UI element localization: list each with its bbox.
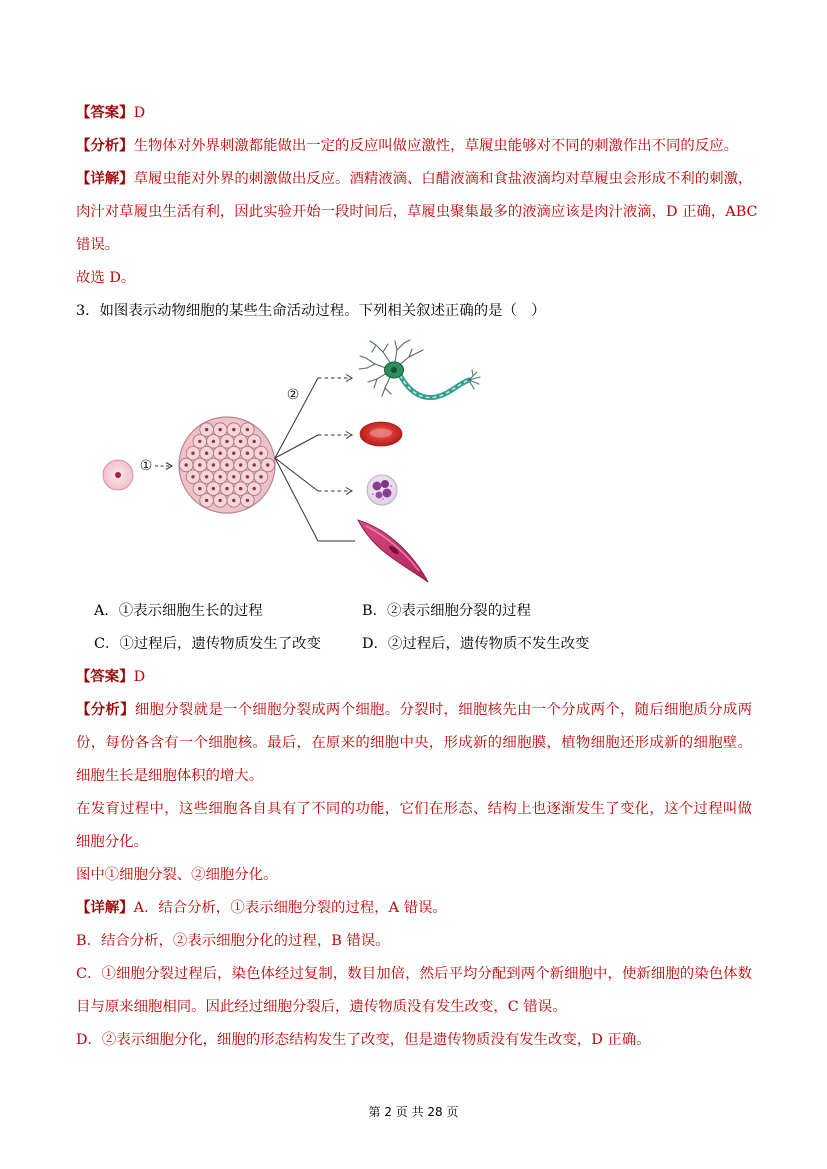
answer-line bbox=[76, 661, 752, 694]
analysis-line: 份，每份各含有一个细胞核。最后，在原来的细胞中央，形成新的细胞膜，植物细胞还形成新的细胞壁。 bbox=[76, 735, 752, 751]
muscle-cell-icon bbox=[358, 520, 428, 582]
cluster-cell-nucleus bbox=[185, 463, 188, 466]
cluster-cell-nucleus bbox=[219, 452, 222, 455]
cluster-cell-nucleus bbox=[225, 463, 228, 466]
q2-solution bbox=[76, 97, 758, 295]
answer-line bbox=[76, 97, 752, 130]
answer-value: D bbox=[133, 105, 146, 121]
detail-text: A．结合分析，①表示细胞分裂的过程，A 错误。 bbox=[133, 900, 447, 916]
white-blood-cell-icon bbox=[367, 475, 397, 505]
analysis-line: 细胞生长是细胞体积的增大。 bbox=[76, 768, 264, 784]
cluster-cell-nucleus bbox=[232, 499, 235, 502]
detail-line: 目与原来细胞相同。因此经过细胞分裂后，遗传物质没有发生改变，C 错误。 bbox=[76, 999, 567, 1015]
cluster-cell-nucleus bbox=[205, 428, 208, 431]
cluster-cell-nucleus bbox=[259, 452, 262, 455]
cluster-cell-nucleus bbox=[212, 487, 215, 490]
cluster-cell-nucleus bbox=[246, 499, 249, 502]
analysis-line bbox=[76, 130, 752, 163]
cluster-cell-nucleus bbox=[239, 463, 242, 466]
process-1-label: ① bbox=[139, 458, 153, 474]
conclusion-line: 故选 D。 bbox=[76, 270, 136, 286]
analysis-line: 细胞分化。 bbox=[76, 834, 148, 850]
cluster-cell-nucleus bbox=[253, 463, 256, 466]
cell-process-diagram bbox=[90, 328, 490, 595]
page-content bbox=[76, 97, 758, 1057]
options-row bbox=[76, 628, 752, 661]
detail-line: D．②表示细胞分化，细胞的形态结构发生了改变，但是遗传物质没有发生改变，D 正确。 bbox=[76, 1032, 651, 1048]
zygote-cell-icon bbox=[103, 460, 133, 490]
cluster-cell-nucleus bbox=[253, 440, 256, 443]
cluster-cell-nucleus bbox=[198, 463, 201, 466]
option-a: A．①表示细胞生长的过程 bbox=[94, 603, 263, 619]
question-figure bbox=[76, 328, 752, 595]
q3-solution bbox=[76, 661, 752, 1057]
cluster-cell-nucleus bbox=[212, 440, 215, 443]
cluster-cell-nucleus bbox=[219, 428, 222, 431]
cluster-cell-nucleus bbox=[191, 475, 194, 478]
option-c: C．①过程后，遗传物质发生了改变 bbox=[94, 636, 321, 652]
cluster-cell-nucleus bbox=[259, 475, 262, 478]
cluster-cell-nucleus bbox=[205, 475, 208, 478]
process-1-arrow bbox=[155, 463, 172, 470]
analysis-text: 生物体对外界刺激都能做出一定的反应叫做应激性，草履虫能够对不同的刺激作出不同的反应。 bbox=[133, 138, 738, 154]
options-row bbox=[76, 595, 752, 628]
process-2-label: ② bbox=[286, 387, 300, 403]
detail-line: 错误。 bbox=[76, 237, 120, 253]
option-b: B．②表示细胞分裂的过程 bbox=[362, 603, 531, 619]
question-3 bbox=[76, 295, 752, 661]
analysis-line: 图中①细胞分裂、②细胞分化。 bbox=[76, 867, 278, 883]
question-stem: 3．如图表示动物细胞的某些生命活动过程。下列相关叙述正确的是（ ） bbox=[76, 303, 546, 319]
cluster-cell-nucleus bbox=[232, 475, 235, 478]
detail-line bbox=[76, 163, 752, 196]
cluster-cell-nucleus bbox=[246, 452, 249, 455]
detail-line: 肉汁对草履虫生活有利，因此实验开始一段时间后，草履虫聚集最多的液滴应该是肉汁液滴，D 正确，ABC bbox=[76, 204, 758, 220]
detail-label: 【详解】 bbox=[76, 900, 134, 916]
cluster-cell-nucleus bbox=[225, 440, 228, 443]
answer-value: D bbox=[133, 669, 146, 685]
cluster-cell-nucleus bbox=[232, 452, 235, 455]
cluster-cell-nucleus bbox=[191, 452, 194, 455]
cluster-cell-nucleus bbox=[205, 452, 208, 455]
option-d: D．②过程后，遗传物质不发生改变 bbox=[362, 636, 590, 652]
cluster-cell-nucleus bbox=[198, 440, 201, 443]
detail-line: B．结合分析，②表示细胞分化的过程，B 错误。 bbox=[76, 933, 390, 949]
cluster-cell-nucleus bbox=[232, 428, 235, 431]
branch-line bbox=[275, 458, 318, 491]
cluster-cell-nucleus bbox=[266, 463, 269, 466]
cluster-cell-nucleus bbox=[219, 499, 222, 502]
cluster-cell-nucleus bbox=[246, 475, 249, 478]
analysis-text: 细胞分裂就是一个细胞分裂成两个细胞。分裂时，细胞核先由一个分成两个，随后细胞质分成两 bbox=[134, 702, 752, 718]
cluster-cell-nucleus bbox=[212, 463, 215, 466]
cluster-cell-nucleus bbox=[219, 475, 222, 478]
analysis-line: 在发育过程中，这些细胞各自具有了不同的功能，它们在形态、结构上也逐渐发生了变化，这个过程叫做 bbox=[76, 801, 752, 817]
detail-line bbox=[76, 892, 752, 925]
cluster-cell-nucleus bbox=[239, 487, 242, 490]
cluster-cell-nucleus bbox=[225, 487, 228, 490]
analysis-label: 【分析】 bbox=[76, 138, 134, 154]
analysis-label: 【分析】 bbox=[76, 702, 135, 718]
answer-label: 【答案】 bbox=[76, 105, 134, 121]
detail-label: 【详解】 bbox=[76, 171, 134, 187]
detail-text: 草履虫能对外界的刺激做出反应。酒精液滴、白醋液滴和食盐液滴均对草履虫会形成不利的刺激， bbox=[133, 171, 753, 187]
cluster-cell-nucleus bbox=[239, 440, 242, 443]
cluster-cell-nucleus bbox=[205, 499, 208, 502]
red-blood-cell-icon bbox=[360, 422, 402, 446]
analysis-line bbox=[76, 694, 752, 727]
page-footer: 第 2 页 共 28 页 bbox=[368, 1105, 459, 1119]
cluster-cell-nucleus bbox=[246, 428, 249, 431]
cluster-cell-nucleus bbox=[198, 487, 201, 490]
answer-label: 【答案】 bbox=[76, 669, 134, 685]
cluster-cell-nucleus bbox=[253, 487, 256, 490]
detail-line: C．①细胞分裂过程后，染色体经过复制，数目加倍，然后平均分配到两个新细胞中，使新细胞的染色体数 bbox=[76, 966, 752, 982]
cell-cluster-icon bbox=[179, 417, 275, 513]
branch-line bbox=[275, 458, 318, 541]
neuron-icon bbox=[359, 340, 480, 398]
